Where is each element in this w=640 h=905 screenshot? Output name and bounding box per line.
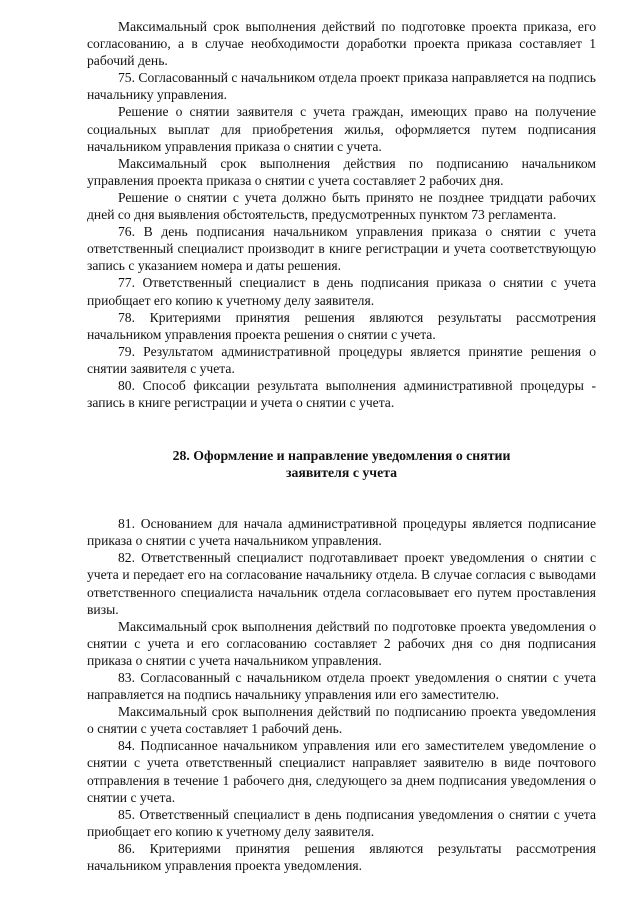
- paragraph: Максимальный срок выполнения действий по подписанию проекта уведомления о снятии с учета составляет 1 рабочий день.: [87, 704, 596, 737]
- section-heading-line-1: 28. Оформление и направление уведомления о снятии: [172, 448, 511, 464]
- paragraph: 80. Способ фиксации результата выполнения административной процедуры - запись в книге регистрации и учета о снятии с учета.: [87, 377, 596, 411]
- paragraph: 79. Результатом административной процедуры является принятие решения о снятии заявителя с учета.: [87, 343, 596, 376]
- paragraph: Максимальный срок выполнения действия по подписанию начальником управления проекта приказа о снятии с учета составляет 2 рабочих дня.: [87, 155, 596, 188]
- section-heading-line-2: заявителя с учета: [285, 465, 398, 481]
- paragraph: 78. Критериями принятия решения являются результаты рассмотрения начальником управления проекта решения о снятии с учета.: [87, 309, 596, 342]
- paragraph: Решение о снятии заявителя с учета граждан, имеющих право на получение социальных выплат для приобретения жилья, оформляется путем подписания начальником управления приказа о снятии с учета.: [87, 104, 596, 154]
- paragraph: Решение о снятии с учета должно быть принято не позднее тридцати рабочих дней со дня выявления обстоятельств, предусмотренных пунктом 73 регламента.: [87, 189, 596, 223]
- paragraph: Максимальный срок выполнения действий по подготовке проекта приказа, его согласованию, а в случае необходимости доработки проекта приказа составляет 1 рабочий день.: [87, 19, 596, 69]
- paragraph: Максимальный срок выполнения действий по подготовке проекта уведомления о снятии с учета и его согласованию составляет 2 рабочих дня со дня подписания приказа о снятии с учета начальником управления.: [87, 618, 596, 668]
- paragraph: 85. Ответственный специалист в день подписания уведомления о снятии с учета приобщает его копию к учетному делу заявителя.: [87, 806, 596, 839]
- section-a: [87, 18, 596, 411]
- paragraph: 81. Основанием для начала административной процедуры является подписание приказа о снятии с учета начальником управления.: [87, 516, 596, 549]
- paragraph: 86. Критериями принятия решения являются результаты рассмотрения начальником управления проекта уведомления.: [87, 840, 596, 874]
- paragraph: 76. В день подписания начальником управления приказа о снятии с учета ответственный специалист производит в книге регистрации и учета соответствующую запись с указанием номера и даты решения.: [87, 224, 596, 274]
- section-heading: [87, 447, 596, 481]
- paragraph: 75. Согласованный с начальником отдела проект приказа направляется на подпись начальнику управления.: [87, 70, 596, 103]
- paragraph: 84. Подписанное начальником управления или его заместителем уведомление о снятии с учета ответственный специалист направляет заявителю в виде почтового отправления в течение 1 рабочего дня, следующего за днем подписания уведомления о снятии с учета.: [87, 738, 596, 805]
- paragraph: 77. Ответственный специалист в день подписания приказа о снятии с учета приобщает его копию к учетному делу заявителя.: [87, 275, 596, 308]
- paragraph: 83. Согласованный с начальником отдела проект уведомления о снятии с учета направляется на подпись начальнику управления или его заместителю.: [87, 670, 596, 703]
- paragraph: 82. Ответственный специалист подготавливает проект уведомления о снятии с учета и передает его на согласование начальнику отдела. В случае согласия с выводами ответственного специалиста начальник отдела согласовывает его путем проставления визы.: [87, 550, 596, 617]
- section-b: [87, 515, 596, 874]
